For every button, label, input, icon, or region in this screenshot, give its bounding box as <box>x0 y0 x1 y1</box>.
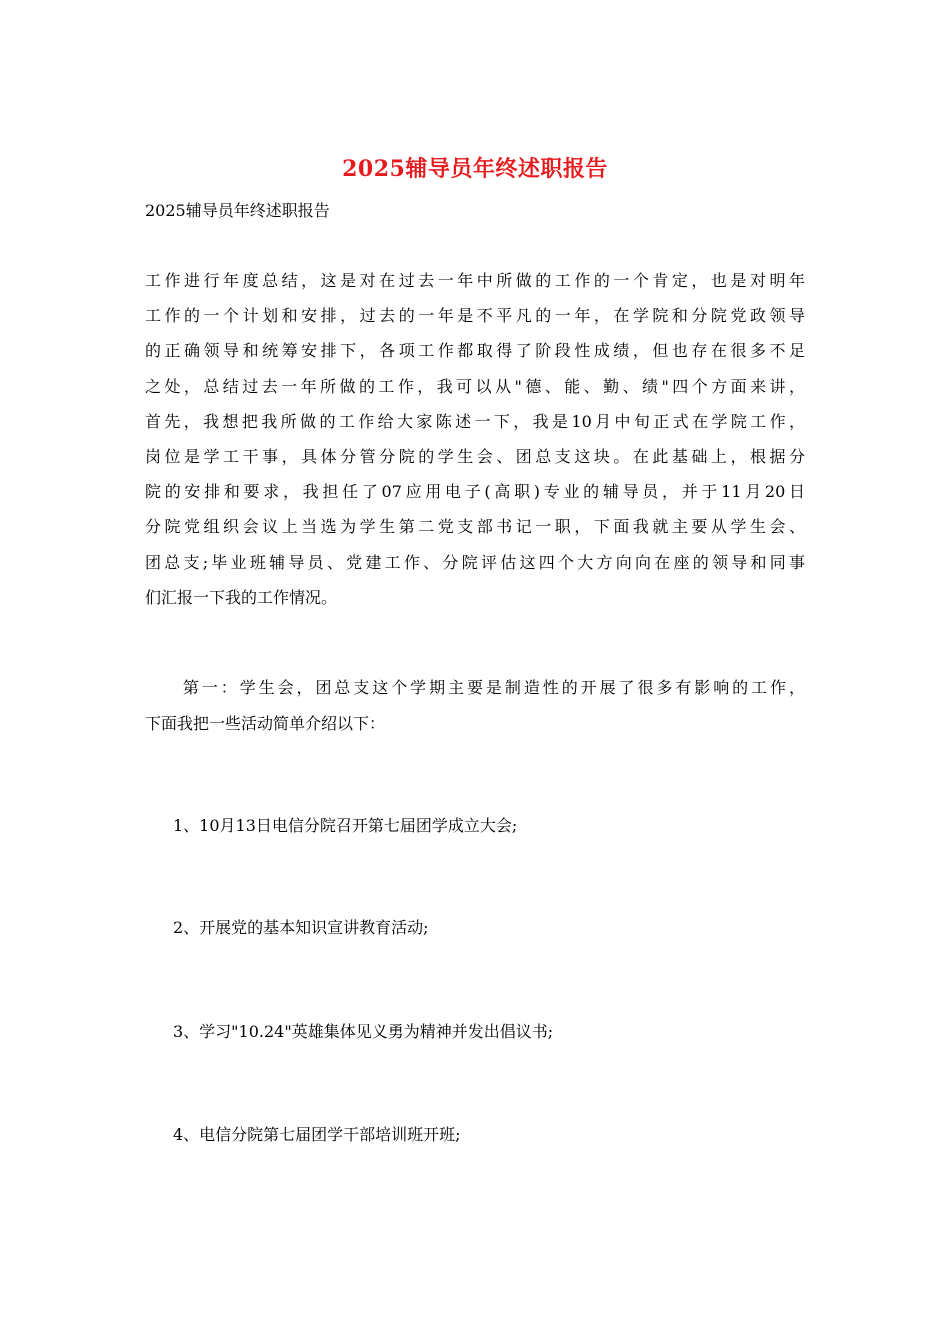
document-subtitle: 2025辅导员年终述职报告 <box>145 201 330 220</box>
document-title: 2025辅导员年终述职报告 <box>342 156 608 182</box>
body-paragraph-2 <box>145 670 805 742</box>
paragraph-line: 首先，我想把我所做的工作给大家陈述一下，我是10月中旬正式在学院工作， <box>145 411 805 431</box>
paragraph-line: 分院党组织会议上当选为学生第二党支部书记一职，下面我就主要从学生会、 <box>145 517 805 537</box>
paragraph-line: 的正确领导和统筹安排下，各项工作都取得了阶段性成绩，但也存在很多不足 <box>145 341 805 361</box>
paragraph-line: 岗位是学工干事，具体分管分院的学生会、团总支这块。在此基础上，根据分 <box>145 447 805 467</box>
paragraph-line: 工作的一个计划和安排，过去的一年是不平凡的一年，在学院和分院党政领导 <box>145 306 805 326</box>
list-item: 4、电信分院第七届团学干部培训班开班; <box>173 1125 461 1144</box>
list-item: 1、10月13日电信分院召开第七届团学成立大会; <box>173 816 518 835</box>
paragraph-line: 工作进行年度总结，这是对在过去一年中所做的工作的一个肯定，也是对明年 <box>145 271 805 290</box>
list-item: 3、学习"10.24"英雄集体见义勇为精神并发出倡议书; <box>173 1022 554 1041</box>
paragraph-line: 们汇报一下我的工作情况。 <box>145 587 338 607</box>
paragraph-line: 下面我把一些活动简单介绍以下： <box>145 714 386 733</box>
paragraph-line: 团总支;毕业班辅导员、党建工作、分院评估这四个大方向向在座的领导和同事 <box>145 552 805 572</box>
paragraph-line: 之处，总结过去一年所做的工作，我可以从"德、能、勤、绩"四个方面来讲， <box>145 376 805 396</box>
paragraph-line: 第一：学生会，团总支这个学期主要是制造性的开展了很多有影响的工作， <box>145 678 805 697</box>
paragraph-line: 院的安排和要求，我担任了07应用电子(高职)专业的辅导员，并于11月20日 <box>145 482 805 502</box>
list-item: 2、开展党的基本知识宣讲教育活动; <box>173 918 429 937</box>
body-paragraph-1 <box>145 263 805 615</box>
